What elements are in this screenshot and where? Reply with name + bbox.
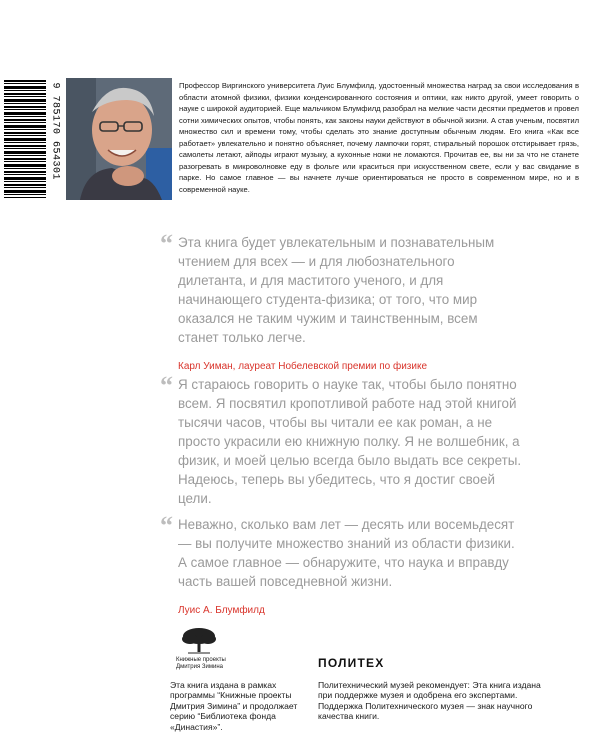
barcode-number-column <box>46 80 60 198</box>
publisher-note-politech: Политехнический музей рекомендует: Эта книга издана при поддержке музея и одобрена его экспертами. Поддержка Политехнического музея — знак научного качества книги. <box>318 680 541 722</box>
quote-text: Неважно, сколько вам лет — десять или восемьдесят — вы получите множество знаний из области физики. А самое главное — обнаружите, что наука и вправду часть вашей повседневной жизни. <box>178 517 515 590</box>
tree-logo-caption: Книжные проекты Дмитрия Зимина <box>176 657 226 671</box>
barcode-number: 9 785170 654301 <box>49 82 61 181</box>
quote-mark-icon: “ <box>160 371 173 400</box>
author-portrait-icon <box>66 78 172 200</box>
tree-logo-icon <box>178 626 220 656</box>
barcode-bars <box>4 80 46 198</box>
author-bio: Профессор Виргинского университета Луис Блумфилд, удостоенный множества наград за свои исследования в области атомной физики, физики конденсированного состояния и оптики, как никто другой, умеет говорить о науке с широкой аудиторией. Еще мальчиком Блумфилд разобрал на мелкие части десятки предметов и провел сотни химических опытов, чтобы понять, как законы науки действуют в обычной жизни. А став ученым, посвятил множество сил и времени тому, чтобы сделать это знание доступным обычным людям. Его книга «Как все работает» увлекательно и понятно объясняет, почему лампочки горят, стиральный порошок отстирывает грязь, самолеты летают, айподы играют музыку, а кухонные ножи не ломаются. Прочитав ее, вы ни за что не станете разогревать в микроволновке еду в фольге или краситься при искусственном свете, если у вас свидание в парке. Но самое главное — вы начнете лучше ориентироваться не просто в современном мире, но и в современной науке. <box>179 81 579 194</box>
quote-text: Эта книга будет увлекательным и познавательным чтением для всех — и для любознательного дилетанта, и для маститого ученого, и для начинающего студента-физика; от того, что мир оказался не таким чужим и таинственным, всем станет только легче. <box>178 235 495 346</box>
publisher-note-zimin: Эта книга издана в рамках программы “Книжные проекты Дмитрия Зимина” и продолжает серию “Библиотека фонда «Династия»”. <box>170 680 298 732</box>
politech-logo: ПОЛИТЕХ <box>318 656 385 670</box>
isbn-barcode <box>4 80 60 198</box>
quote-mark-icon: “ <box>160 511 173 540</box>
quote-author: Карл Уиман, лауреат Нобелевской премии по физике <box>178 361 428 373</box>
zimin-projects-logo <box>178 626 220 656</box>
quote-block-2 <box>160 371 540 508</box>
quote-block-1 <box>160 229 540 373</box>
quote-mark-icon: “ <box>160 229 173 258</box>
quote-author: Луис А. Блумфилд <box>178 605 265 617</box>
quote-block-3 <box>160 511 540 617</box>
quote-text: Я стараюсь говорить о науке так, чтобы было понятно всем. Я посвятил кропотливой работе над этой книгой тысячи часов, чтобы вы читали ее как роман, а не просто украсили ею книжную полку. Я не волшебник, а физик, и моей целью всегда было выдать все секреты. Надеюсь, теперь вы убедитесь, что я достиг своей цели. <box>178 377 522 507</box>
author-photo <box>66 78 172 200</box>
